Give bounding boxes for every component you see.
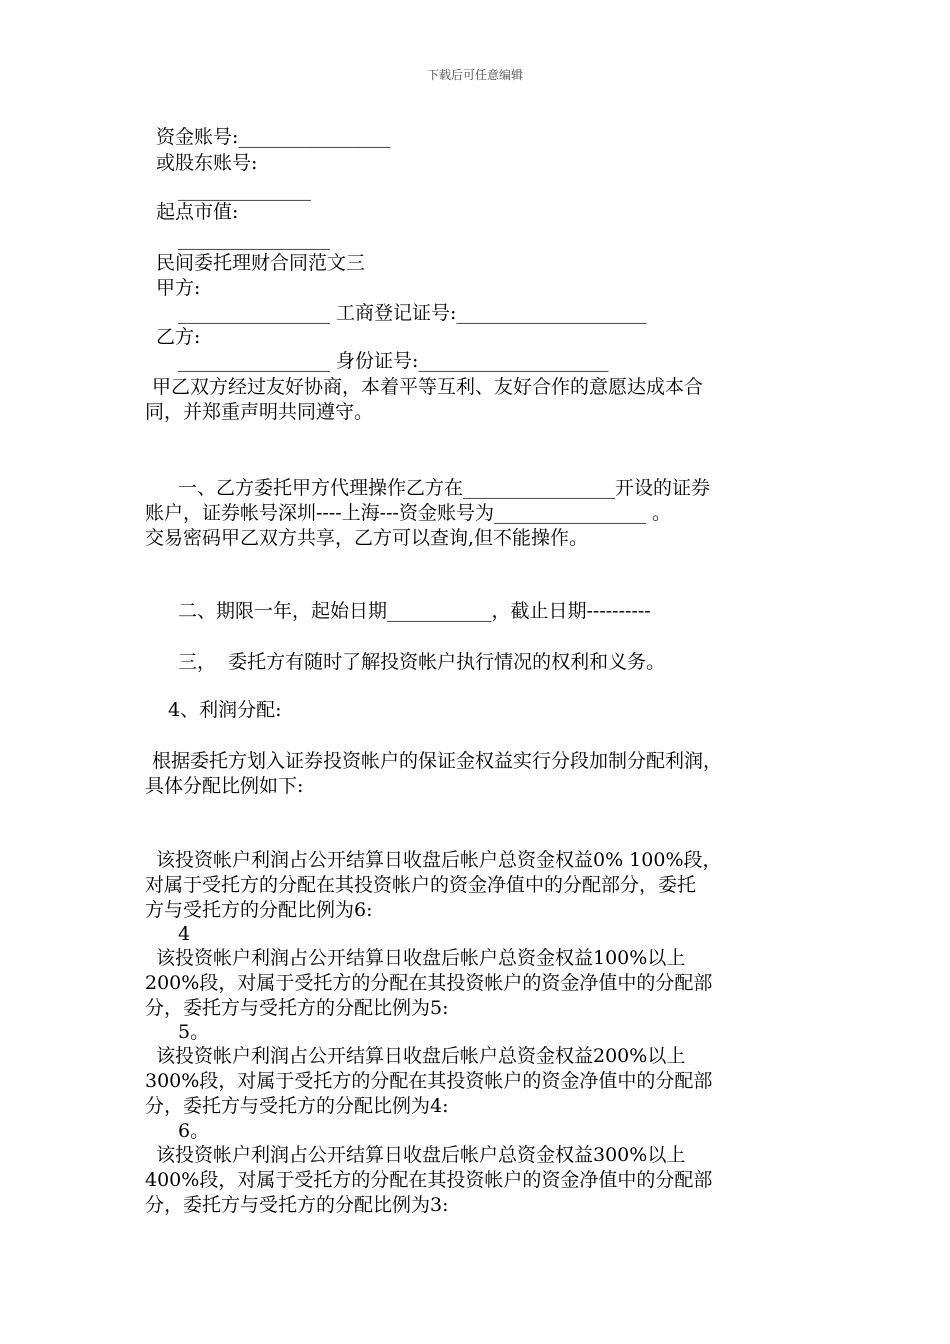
document-title: 民间委托理财合同范文三 [156, 252, 366, 274]
text-line: ______________ [178, 179, 311, 201]
text-line: 分，委托方与受托方的分配比例为5: [145, 997, 449, 1019]
text-line: 6。 [178, 1120, 210, 1142]
text-line: 根据委托方划入证券投资帐户的保证金权益实行分段加制分配利润， [152, 750, 723, 772]
text-line: 400%段，对属于受托方的分配在其投资帐户的资金净值中的分配部 [145, 1169, 713, 1191]
text-line: 甲乙双方经过友好协商，本着平等互利、友好合作的意愿达成本合 [152, 376, 704, 398]
text-line: 起点市值: [156, 201, 239, 223]
text-line: 分，委托方与受托方的分配比例为4: [145, 1095, 449, 1117]
text-line: ________________ 身份证号:____________________ [178, 350, 609, 372]
text-line: 分，委托方与受托方的分配比例为3: [145, 1194, 449, 1216]
text-line: ________________ [178, 228, 330, 250]
text-line: 或股东账号: [156, 152, 258, 174]
text-line: 具体分配比例如下: [145, 775, 304, 797]
text-line: 交易密码甲乙双方共享，乙方可以查询,但不能操作。 [145, 527, 589, 549]
clause-4: 4、利润分配: [168, 699, 282, 721]
text-line: 对属于受托方的分配在其投资帐户的资金净值中的分配部分，委托 [145, 874, 697, 896]
text-line: 该投资帐户利润占公开结算日收盘后帐户总资金权益0% 100%段， [156, 849, 722, 871]
text-line: 300%段，对属于受托方的分配在其投资帐户的资金净值中的分配部 [145, 1070, 713, 1092]
text-line: 200%段，对属于受托方的分配在其投资帐户的资金净值中的分配部 [145, 972, 713, 994]
text-line: ________________ 工商登记证号:____________________ [178, 302, 647, 324]
text-line: 该投资帐户利润占公开结算日收盘后帐户总资金权益100%以上 [156, 947, 686, 969]
text-line: 该投资帐户利润占公开结算日收盘后帐户总资金权益200%以上 [156, 1045, 686, 1067]
clause-2: 二、期限一年，起始日期___________，截止日期---------- [178, 600, 651, 622]
page-header: 下载后可任意编辑 [426, 68, 523, 82]
text-line: 资金账号:________________ [156, 126, 391, 148]
text-line: 甲方: [156, 277, 201, 299]
clause-1: 一、乙方委托甲方代理操作乙方在________________开设的证券 [178, 477, 711, 499]
clause-3: 三， 委托方有随时了解投资帐户执行情况的权利和义务。 [178, 651, 666, 673]
text-line: 5。 [178, 1021, 210, 1043]
text-line: 乙方: [156, 326, 201, 348]
text-line: 该投资帐户利润占公开结算日收盘后帐户总资金权益300%以上 [156, 1144, 686, 1166]
text-line: 4 [178, 923, 191, 945]
text-line: 账户，证券帐号深圳----上海---资金账号为________________ 。 [145, 502, 671, 524]
text-line: 同，并郑重声明共同遵守。 [145, 401, 374, 423]
text-line: 方与受托方的分配比例为6: [145, 899, 373, 921]
